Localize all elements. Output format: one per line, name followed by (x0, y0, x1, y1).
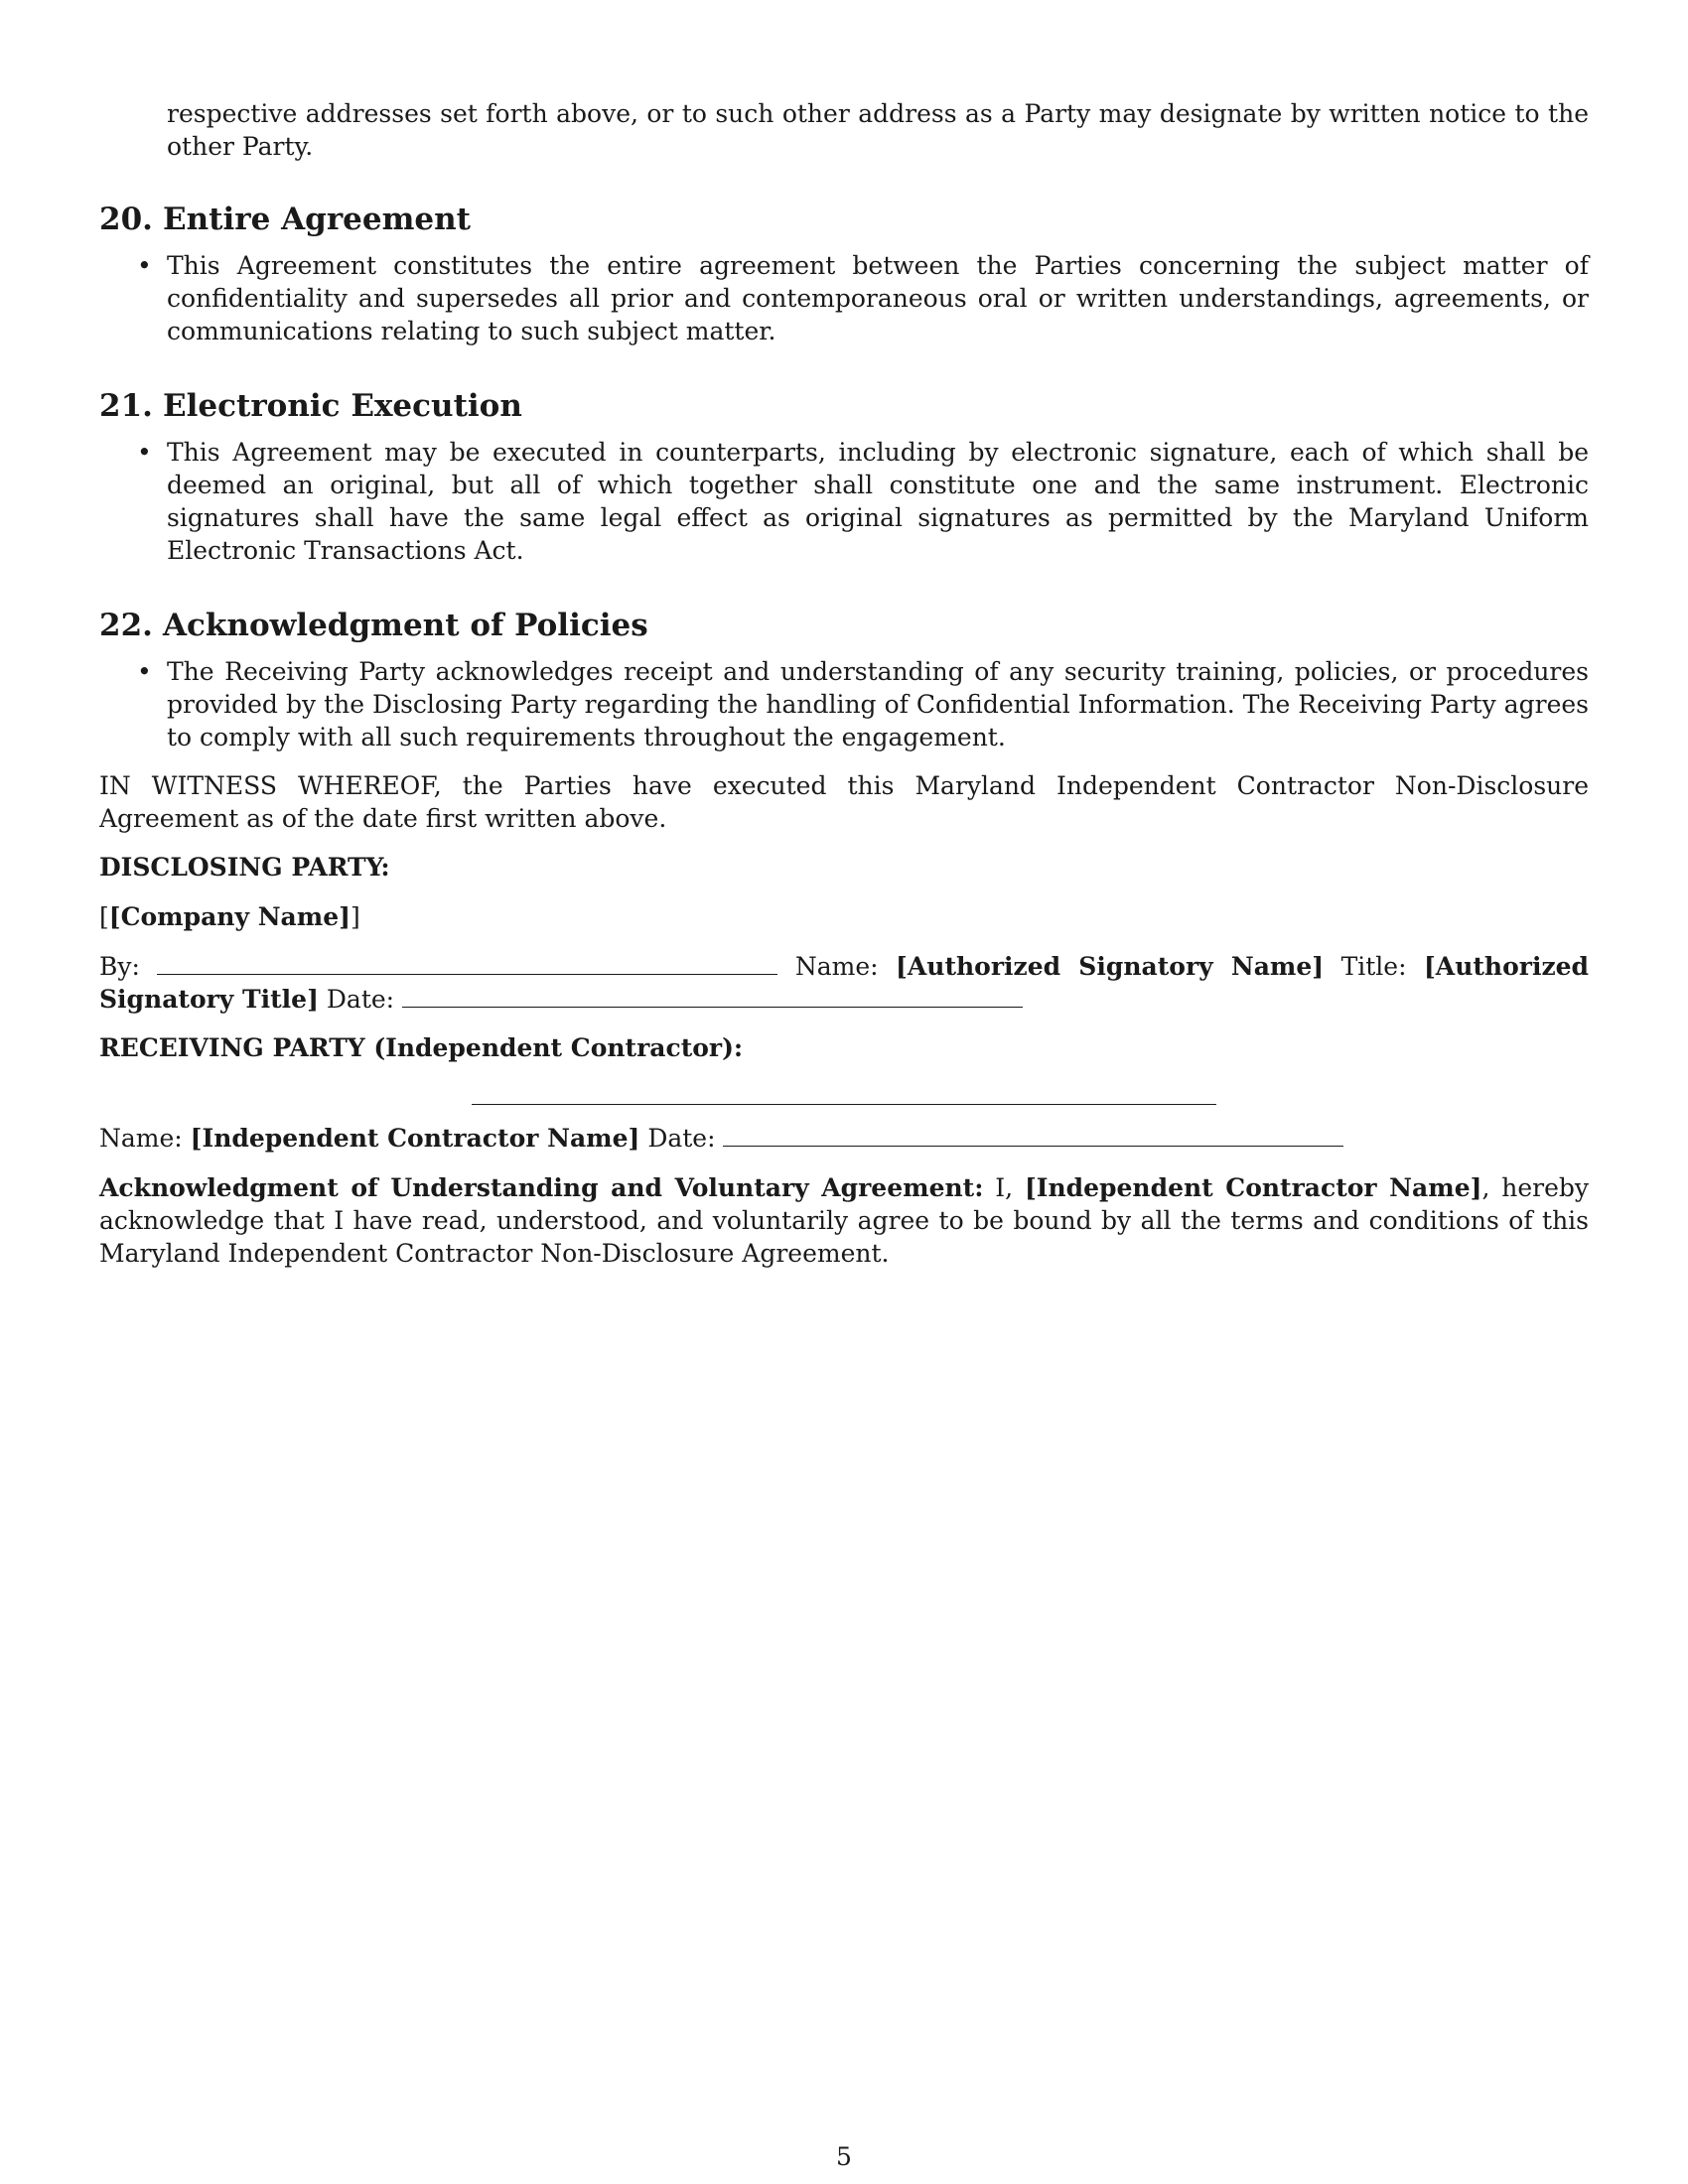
list-item: • The Receiving Party acknowledges receipt and understanding of any security training, policies, or procedures provided by the Disclosing Party regarding the handling of Confidential Information. The Receiving Party agrees to comply with all such requirements throughout the engagement. (137, 657, 1589, 751)
receiving-party-heading: RECEIVING PARTY (Independent Contractor): (99, 1033, 744, 1062)
name-label: Name: (99, 1124, 183, 1153)
authorized-signatory-title: [Authorized Signatory Title] (99, 952, 1590, 1014)
company-name: [[Company Name]] (99, 902, 360, 931)
document-page (99, 97, 1589, 1270)
date-label: Date: (326, 985, 395, 1014)
witness-clause: IN WITNESS WHEREOF, the Parties have executed this Maryland Independent Contractor Non-Disclosure Agreement as of the date first written above. (99, 771, 1589, 833)
page-number: 5 (836, 2142, 852, 2171)
contractor-signature-line (472, 1086, 1216, 1105)
acknowledgment-text-before: I, (995, 1173, 1014, 1202)
bullet-icon: • (137, 438, 152, 467)
section-20-list (99, 249, 1589, 347)
section-number: 20. (99, 202, 153, 237)
acknowledgment-label: Acknowledgment of Understanding and Voluntary Agreement: (99, 1173, 984, 1202)
authorized-signatory-name: [Authorized Signatory Name] (896, 952, 1325, 981)
section-heading-21 (99, 386, 1589, 426)
bullet-icon: • (137, 251, 152, 280)
independent-contractor-name: [Independent Contractor Name] (190, 1124, 640, 1153)
section-number: 21. (99, 388, 153, 424)
section-heading-22 (99, 606, 1589, 645)
date-label: Date: (647, 1124, 716, 1153)
by-label: By: (99, 952, 140, 981)
signature-line (157, 952, 777, 975)
acknowledgment-text-after: , hereby acknowledge that I have read, understood, and voluntarily agree to be bound by all the terms and conditions of this Maryland Independent Contractor Non-Disclosure Agreement. (99, 1173, 1589, 1268)
section-22-list (99, 655, 1589, 753)
disclosing-party-heading: DISCLOSING PARTY: (99, 853, 390, 882)
receiving-name-block (99, 1122, 1589, 1155)
section-title: Electronic Execution (163, 388, 522, 424)
company-name-value: [Company Name] (108, 902, 351, 931)
title-label: Title: (1340, 952, 1407, 981)
section-title: Acknowledgment of Policies (163, 608, 648, 643)
section-title: Entire Agreement (163, 202, 471, 237)
section-heading-20 (99, 200, 1589, 239)
intro-continuation: respective addresses set forth above, or to such other address as a Party may designate by written notice to the other Party. (167, 99, 1589, 161)
name-label: Name: (794, 952, 879, 981)
list-item: • This Agreement constitutes the entire agreement between the Parties concerning the subject matter of confidentiality and supersedes all prior and contemporaneous oral or written understandings, agreements, or communications relating to such subject matter. (137, 251, 1589, 345)
date-line (723, 1124, 1343, 1147)
acknowledgment-paragraph (99, 1171, 1589, 1270)
section-number: 22. (99, 608, 153, 643)
list-item: • This Agreement may be executed in counterparts, including by electronic signature, each of which shall be deemed an original, but all of which together shall constitute one and the same instrument. Electronic signatures shall have the same legal effect as original signatures as permitted by the Maryland Uniform Electronic Transactions Act. (137, 438, 1589, 565)
independent-contractor-name: [Independent Contractor Name] (1024, 1173, 1482, 1202)
bullet-icon: • (137, 657, 152, 686)
section-21-list (99, 436, 1589, 567)
disclosing-signature-block (99, 950, 1589, 1016)
date-line (402, 985, 1023, 1008)
